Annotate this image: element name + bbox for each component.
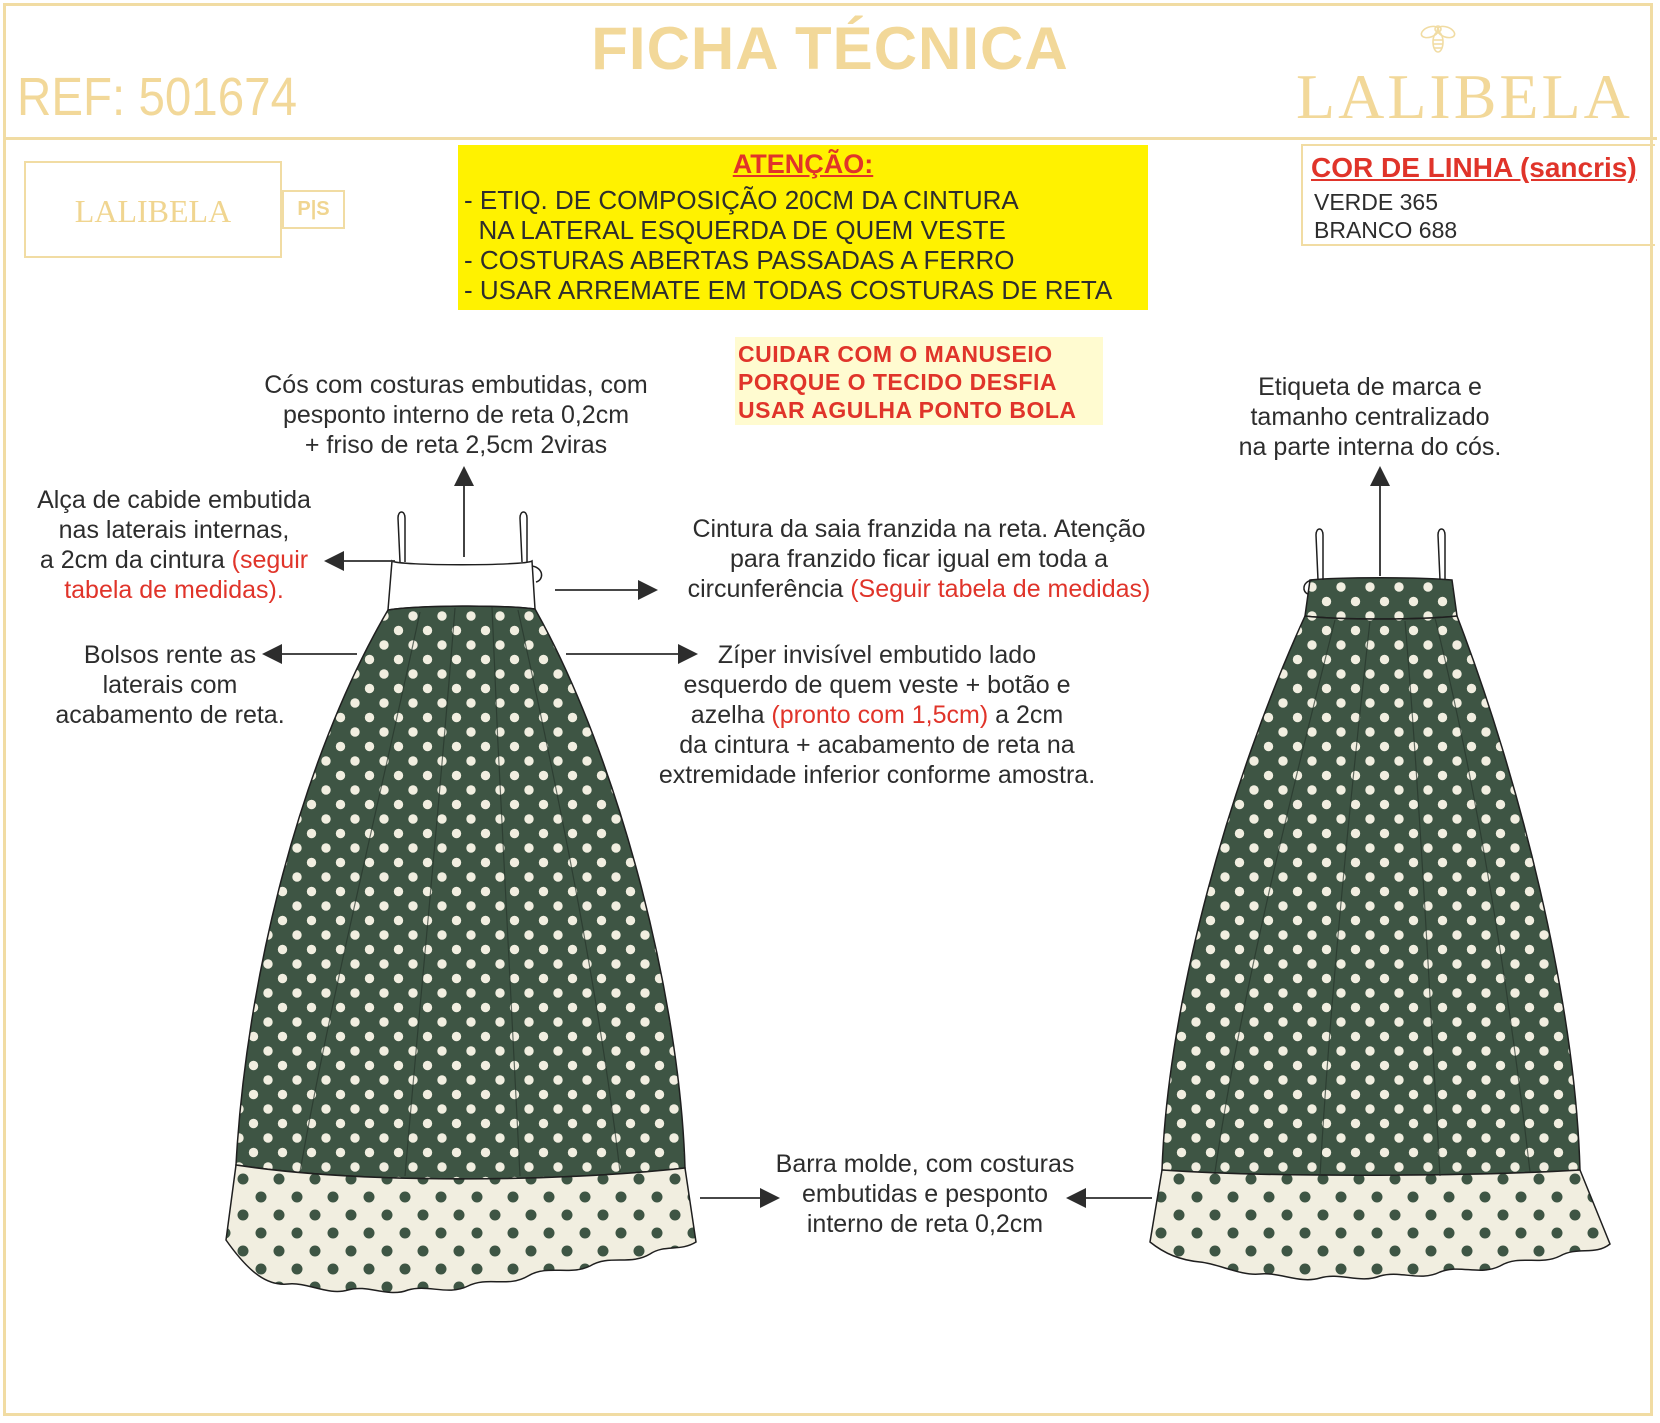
back-waistband [1305, 578, 1457, 619]
attention-line: - USAR ARREMATE EM TODAS COSTURAS DE RETA [464, 275, 1113, 305]
thread-color-item: BRANCO 688 [1314, 217, 1458, 243]
warning-line: USAR AGULHA PONTO BOLA [738, 397, 1077, 423]
brand-logo: LALIBELA [1296, 61, 1633, 132]
back-hanger-loop-right [1438, 529, 1445, 580]
page-title: FICHA TÉCNICA [591, 15, 1069, 82]
back-hem-band [1150, 1170, 1610, 1280]
attention-line: - ETIQ. DE COMPOSIÇÃO 20CM DA CINTURA [464, 185, 1019, 215]
attention-line: NA LATERAL ESQUERDA DE QUEM VESTE [464, 215, 1006, 245]
front-hem-band [226, 1165, 696, 1293]
back-hanger-loop-left [1316, 529, 1323, 580]
attention-title: ATENÇÃO: [732, 149, 874, 179]
thread-color-title: COR DE LINHA (sancris) [1311, 152, 1637, 183]
warning-line: CUIDAR COM O MANUSEIO [738, 341, 1053, 367]
note-waistband: Cós com costuras embutidas, com pesponto interno de reta 0,2cm + friso de reta 2,5cm 2viras [264, 371, 648, 459]
note-hanger-loop: Alça de cabide embutida nas laterais internas, a 2cm da cintura (seguir tabela de medidas). [37, 486, 311, 604]
skirt-back-drawing [1150, 529, 1610, 1280]
front-waistband [388, 561, 535, 610]
note-hem: Barra molde, com costuras embutidas e pesponto interno de reta 0,2cm [775, 1150, 1075, 1238]
back-skirt-body [1162, 616, 1580, 1175]
skirt-front-drawing [226, 512, 696, 1293]
warning-line: PORQUE O TECIDO DESFIA [738, 369, 1057, 395]
note-pockets: Bolsos rente as laterais com acabamento de reta. [55, 641, 285, 729]
front-hanger-loop-right [520, 512, 527, 562]
note-back-label: Etiqueta de marca e tamanho centralizado na parte interna do cós. [1238, 373, 1502, 461]
label-brand-text: LALIBELA [74, 193, 232, 229]
front-skirt-body [236, 606, 685, 1179]
front-hanger-loop-left [398, 512, 405, 562]
reference-number: REF: 501674 [17, 67, 298, 127]
note-zipper: Zíper invisível embutido lado esquerdo de quem veste + botão e azelha (pronto com 1,5cm) a 2cm da cintura + acabamento de reta na extremidade inferior conforme amostra. [658, 641, 1096, 789]
note-gathered-waist: Cintura da saia franzida na reta. Atenção para franzido ficar igual em toda a circunferência (Seguir tabela de medidas) [687, 515, 1151, 603]
thread-color-item: VERDE 365 [1314, 189, 1439, 215]
attention-line: - COSTURAS ABERTAS PASSADAS A FERRO [464, 245, 1015, 275]
size-label-tag: P|S [282, 190, 345, 229]
